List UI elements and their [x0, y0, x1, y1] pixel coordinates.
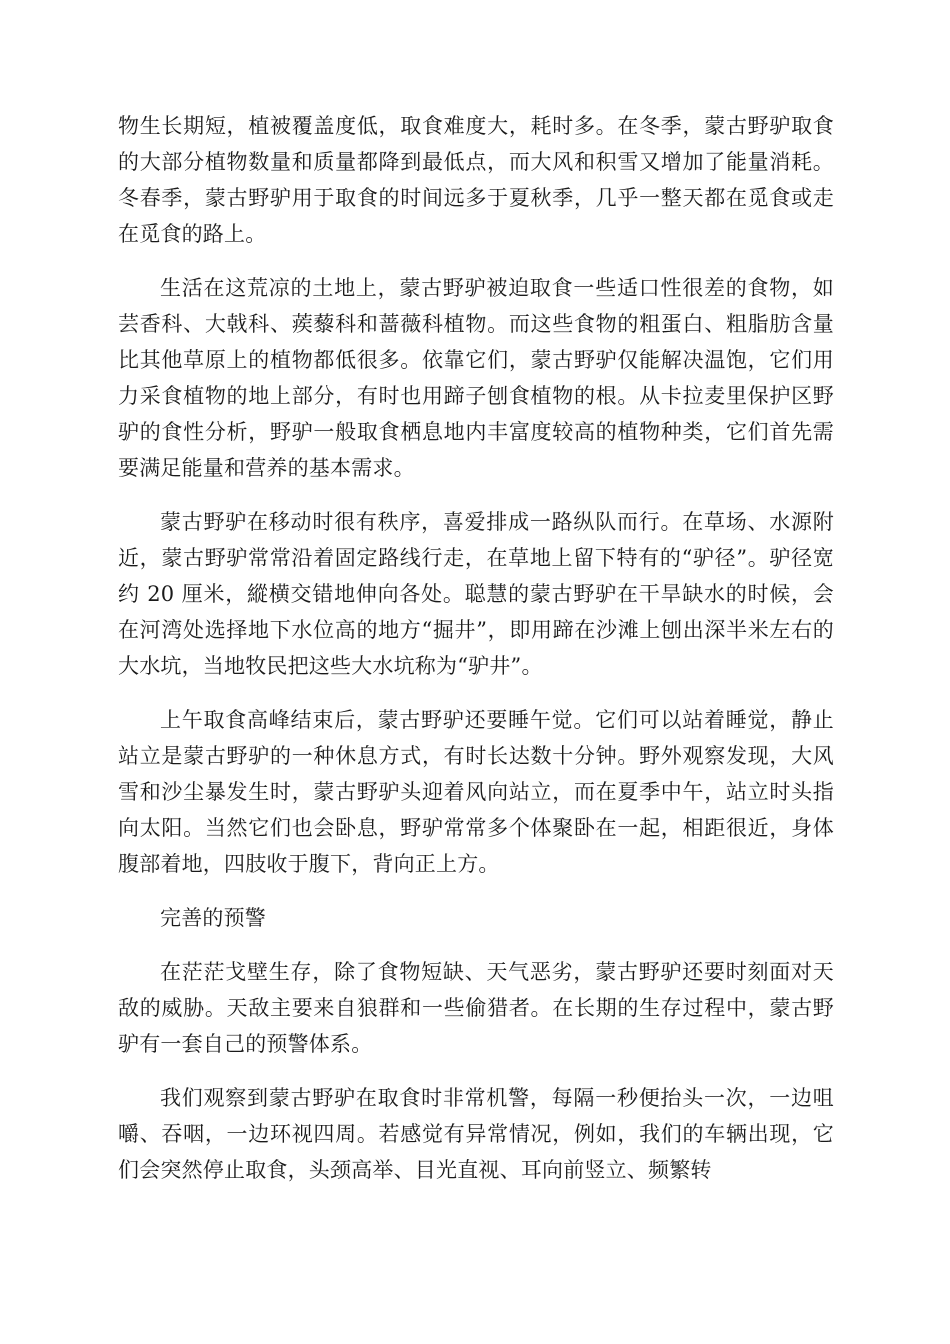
paragraph-diet: 生活在这荒凉的土地上，蒙古野驴被迫取食一些适口性很差的食物，如芸香科、大戟科、蒺藜科和蔷薇科植物。而这些食物的粗蛋白、粗脂肪含量比其他草原上的植物都低很多。依靠它们，蒙古野驴仅能解决温饱，它们用力采食植物的地上部分，有时也用蹄子刨食植物的根。从卡拉麦里保护区野驴的食性分析，野驴一般取食栖息地内丰富度较高的植物种类，它们首先需要满足能量和营养的基本需求。 [118, 276, 834, 480]
document-body [118, 108, 834, 1206]
paragraph-continuation: 物生长期短，植被覆盖度低，取食难度大，耗时多。在冬季，蒙古野驴取食的大部分植物数量和质量都降到最低点，而大风和积雪又增加了能量消耗。冬春季，蒙古野驴用于取食的时间远多于夏秋季，几乎一整天都在觅食或走在觅食的路上。 [118, 114, 834, 246]
paragraph-vigilance: 我们观察到蒙古野驴在取食时非常机警，每隔一秒便抬头一次，一边咀嚼、吞咽，一边环视四周。若感觉有异常情况，例如，我们的车辆出现，它们会突然停止取食，头颈高举、目光直视、耳向前竖立、频繁转 [118, 1086, 834, 1182]
paragraph-threats: 在茫茫戈壁生存，除了食物短缺、天气恶劣，蒙古野驴还要时刻面对天敌的威胁。天敌主要来自狼群和一些偷猎者。在长期的生存过程中，蒙古野驴有一套自己的预警体系。 [118, 960, 834, 1056]
paragraph-movement: 蒙古野驴在移动时很有秩序，喜爱排成一路纵队而行。在草场、水源附近，蒙古野驴常常沿着固定路线行走，在草地上留下特有的“驴径”。驴径宽约 20 厘米，縱横交错地伸向各处。聪慧的蒙古野驴在干旱缺水的时候，会在河湾处选择地下水位高的地方“掘井”，即用蹄在沙滩上刨出深半米左右的大水坑，当地牧民把这些大水坑称为“驴井”。 [118, 510, 834, 678]
section-heading: 完善的预警 [160, 906, 266, 930]
paragraph-rest: 上午取食高峰结束后，蒙古野驴还要睡午觉。它们可以站着睡觉，静止站立是蒙古野驴的一种休息方式，有时长达数十分钟。野外观察发现，大风雪和沙尘暴发生时，蒙古野驴头迎着风向站立，而在夏季中午，站立时头指向太阳。当然它们也会卧息，野驴常常多个体聚卧在一起，相距很近，身体腹部着地，四肢收于腹下，背向正上方。 [118, 708, 834, 876]
